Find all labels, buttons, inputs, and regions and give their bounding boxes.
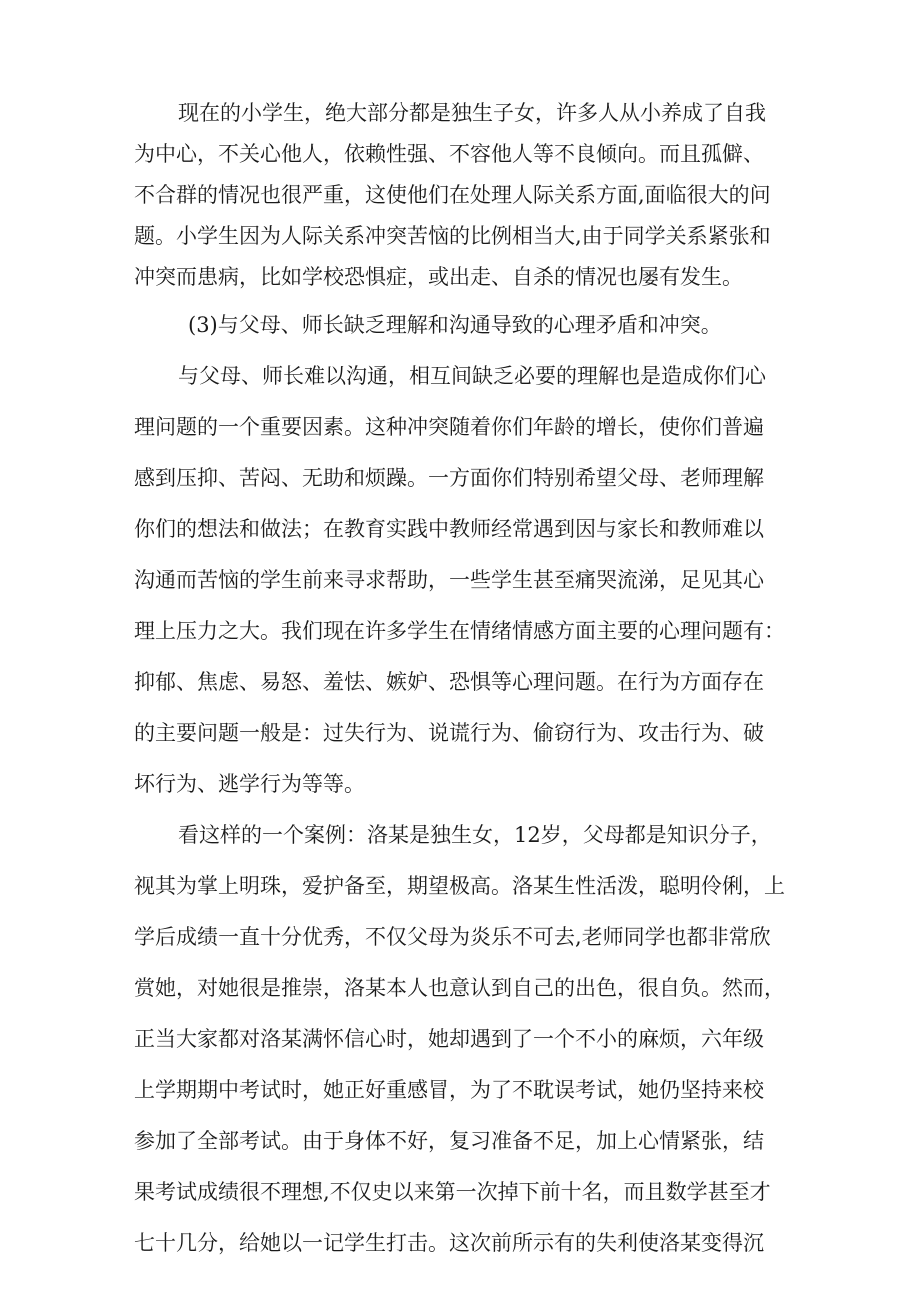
section-heading <box>0 305 920 345</box>
paragraph-3-line-6: 上学期期中考试时，她正好重感冒，为了不耽误考试，她仍坚持来校 <box>134 1078 764 1102</box>
paragraph-1-line-1: 现在的小学生，绝大部分都是独生子女，许多人从小养成了自我 <box>178 101 766 125</box>
text-line <box>0 257 920 297</box>
paragraph-3-line-7: 参加了全部考试。由于身体不好，复习准备不足，加上心情紧张，结 <box>134 1129 764 1153</box>
paragraph-3-line-1: 看这样的一个案例：洛某是独生女，12岁，父母都是知识分子， <box>178 823 772 847</box>
paragraph-2-line-8: 的主要问题一般是：过失行为、说谎行为、偷窃行为、攻击行为、破 <box>134 721 764 745</box>
paragraph-3-line-9: 七十几分，给她以一记学生打击。这次前所示有的失利使洛某变得沉 <box>134 1231 764 1255</box>
text-line <box>0 458 920 498</box>
text-line <box>0 134 920 174</box>
heading-3-text: (3)与父母、师长缺乏理解和沟通导致的心理矛盾和冲突。 <box>188 313 722 337</box>
paragraph-3-line-3: 学后成绩一直十分优秀，不仅父母为炎乐不可去,老师同学也都非常欣 <box>134 925 771 949</box>
paragraph-3-line-4: 赏她，对她很是推崇，洛某本人也意认到自己的出色，很自负。然而， <box>134 976 785 1000</box>
paragraph-2-line-6: 理上压力之大。我们现在许多学生在情绪情感方面主要的心理问题有： <box>134 619 785 643</box>
text-line <box>0 1172 920 1212</box>
paragraph-2-line-5: 沟通而苦恼的学生前来寻求帮助，一些学生甚至痛哭流涕，足见其心 <box>134 568 764 592</box>
paragraph-3-line-5: 正当大家都对洛某满怀信心时，她却遇到了一个不小的麻烦，六年级 <box>134 1027 764 1051</box>
text-line <box>0 93 920 133</box>
text-line <box>0 509 920 549</box>
text-line <box>0 764 920 804</box>
paragraph-3-line-2: 视其为掌上明珠，爱护备至，期望极高。洛某生性活泼，聪明伶俐，上 <box>134 874 785 898</box>
text-line <box>0 407 920 447</box>
paragraph-2-line-7: 抑郁、焦虑、易怒、羞怯、嫉妒、恐惧等心理问题。在行为方面存在 <box>134 670 764 694</box>
paragraph-1-line-5: 冲突而患病，比如学校恐惧症，或出走、自杀的情况也屡有发生。 <box>134 265 743 289</box>
paragraph-1-line-4: 题。小学生因为人际关系冲突苦恼的比例相当大,由于同学关系紧张和 <box>134 224 771 248</box>
paragraph-2-line-1: 与父母、师长难以沟通，相互间缺乏必要的理解也是造成你们心 <box>178 364 766 388</box>
paragraph-2-line-3: 感到压抑、苦闷、无助和烦躁。一方面你们特别希望父母、老师理解 <box>134 466 764 490</box>
text-line <box>0 175 920 215</box>
paragraph-2-line-9: 坏行为、逃学行为等等。 <box>134 772 365 796</box>
text-line <box>0 1070 920 1110</box>
paragraph-3-line-8: 果考试成绩很不理想,不仅史以来第一次掉下前十名，而且数学甚至才 <box>134 1180 771 1204</box>
paragraph-1-line-2: 为中心，不关心他人，依赖性强、不容他人等不良倾向。而且孤僻、 <box>134 142 764 166</box>
text-line <box>0 356 920 396</box>
text-line <box>0 662 920 702</box>
paragraph-1-line-3: 不合群的情况也很严重，这使他们在处理人际关系方面,面临很大的问 <box>134 183 771 207</box>
text-line <box>0 815 920 855</box>
text-line <box>0 1019 920 1059</box>
text-line <box>0 1121 920 1161</box>
text-line <box>0 560 920 600</box>
text-line <box>0 216 920 256</box>
text-line <box>0 866 920 906</box>
paragraph-2-line-2: 理问题的一个重要因素。这种冲突随着你们年龄的增长，使你们普遍 <box>134 415 764 439</box>
text-line <box>0 968 920 1008</box>
paragraph-2-line-4: 你们的想法和做法；在教育实践中教师经常遇到因与家长和教师难以 <box>134 517 764 541</box>
text-line <box>0 1223 920 1263</box>
text-line <box>0 611 920 651</box>
text-line <box>0 713 920 753</box>
text-line <box>0 917 920 957</box>
